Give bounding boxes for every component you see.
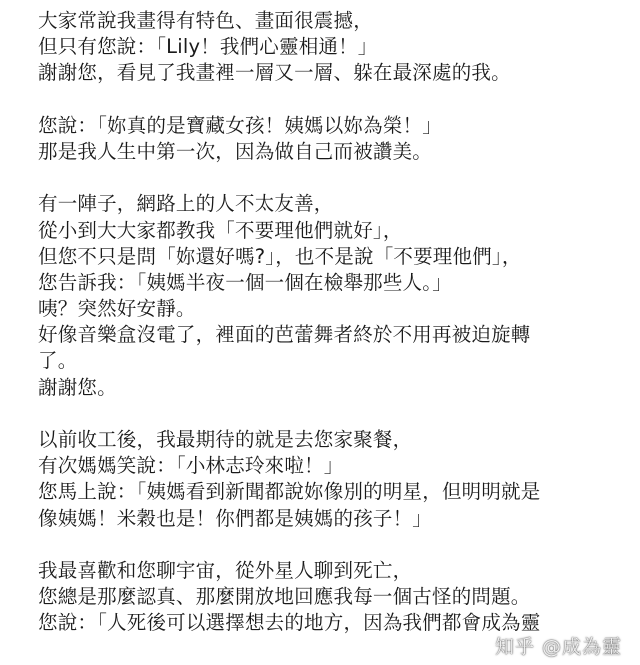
text-line: 您說：「妳真的是寶藏女孩！姨媽以妳為榮！」 [38, 113, 442, 137]
text-line: 您說：「人死後可以選擇想去的地方，因為我們都會成為靈 [38, 611, 541, 635]
paragraph-1 [38, 8, 628, 87]
text-line: 謝謝您。 [38, 375, 117, 399]
text-line: 您告訴我：「姨媽半夜一個一個在檢舉那些人。」 [38, 270, 452, 294]
paragraph-gap [38, 165, 628, 191]
text-line: 大家常說我畫得有特色、畫面很震撼， [38, 9, 373, 32]
paragraph-3 [38, 191, 628, 401]
text-line: 從小到大大家都教我「不要理他們就好」， [38, 218, 403, 242]
text-line: 您總是那麼認真、那麼開放地回應我每一個古怪的問題。 [38, 585, 531, 609]
text-line: 以前收工後，我最期待的就是去您家聚餐， [38, 428, 413, 451]
paragraph-gap [38, 401, 628, 427]
text-line: 咦？突然好安靜。 [38, 297, 196, 321]
paragraph-4 [38, 427, 628, 532]
text-line: 謝謝您，看見了我畫裡一層又一層、躲在最深處的我。 [38, 61, 511, 85]
document-body [38, 8, 628, 637]
paragraph-5 [38, 558, 628, 637]
text-line: 我最喜歡和您聊宇宙，從外星人聊到死亡， [38, 558, 413, 582]
text-line: 但您不只是問「妳還好嗎?」，也不是說「不要理他們」， [38, 244, 522, 268]
text-line: 了。 [38, 349, 78, 373]
text-line: 但只有您說：「Lily！我們心靈相通！」 [38, 35, 378, 59]
paragraph-2 [38, 113, 628, 165]
text-line: 您馬上說：「姨媽看到新聞都說妳像別的明星，但明明就是 [38, 480, 541, 504]
text-line: 那是我人生中第一次，因為做自己而被讚美。 [38, 139, 433, 163]
text-line: 有一陣子，網路上的人不太友善， [38, 192, 334, 216]
text-line: 有次媽媽笑說：「小林志玲來啦！」 [38, 454, 344, 478]
paragraph-gap [38, 87, 628, 113]
watermark: 知乎 @成為靈 [494, 636, 622, 658]
text-line: 像姨媽！米穀也是！你們都是姨媽的孩子！」 [38, 506, 433, 530]
paragraph-gap [38, 532, 628, 558]
text-line: 好像音樂盒沒電了，裡面的芭蕾舞者終於不用再被迫旋轉 [38, 323, 531, 347]
